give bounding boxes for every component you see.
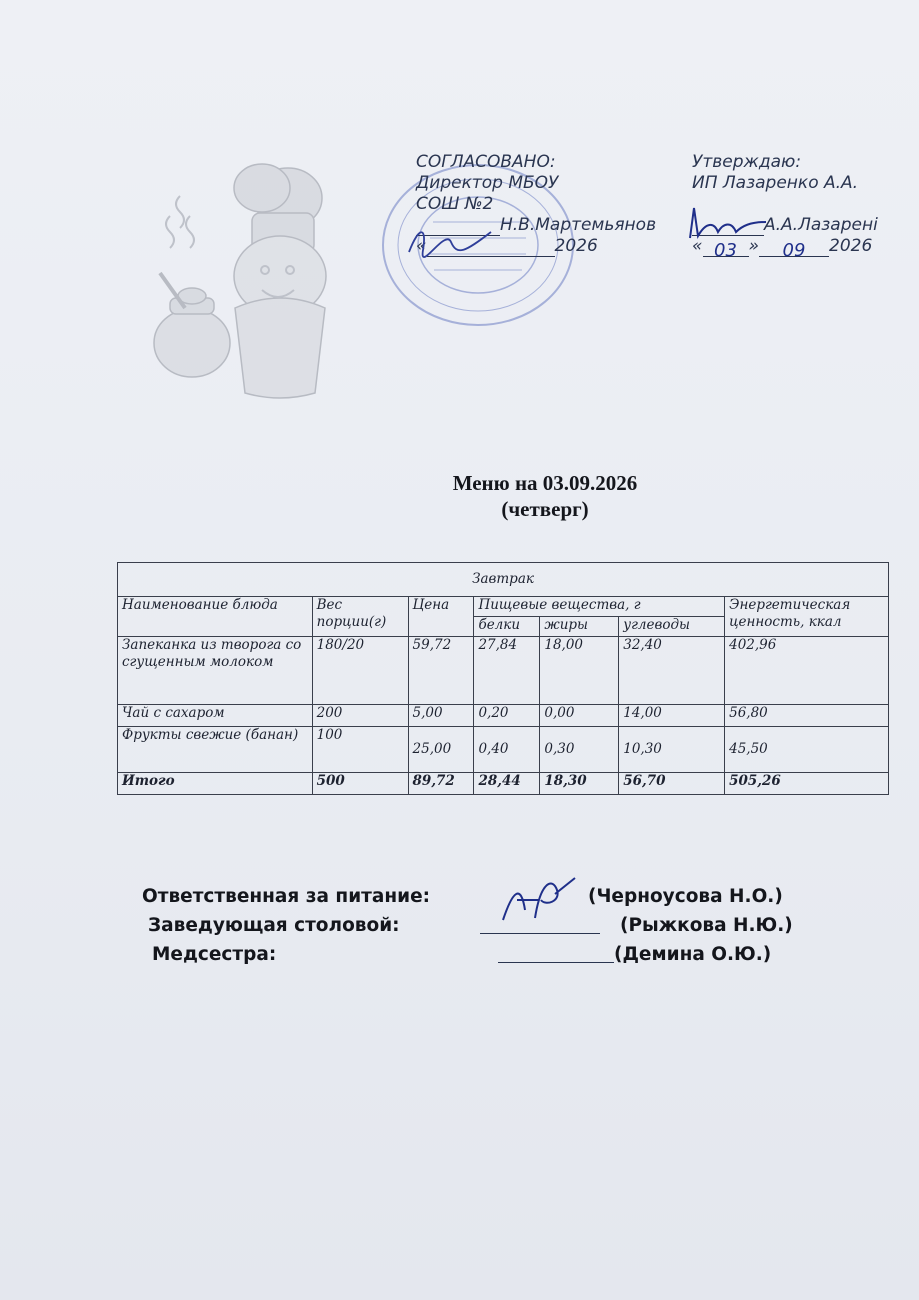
menu-title-weekday: (четверг)	[501, 497, 589, 521]
cell-price: 25,00	[408, 727, 474, 773]
menu-title	[380, 470, 710, 522]
col-header-weight: Вес порции(г)	[312, 597, 408, 637]
table-header-row	[118, 597, 889, 617]
nutrition-label: Ответственная за питание:	[142, 886, 431, 907]
approval-agreed-year: 2026	[554, 236, 598, 256]
approval-agreed-heading: СОГЛАСОВАНО:	[416, 152, 556, 172]
cell-total-price: 89,72	[408, 773, 474, 795]
col-header-name: Наименование блюда	[118, 597, 313, 637]
cell-total-weight: 500	[312, 773, 408, 795]
cell-total-label: Итого	[118, 773, 313, 795]
chef-logo-icon	[140, 158, 340, 403]
approval-agreed-position: Директор МБОУ	[416, 173, 559, 193]
approval-approved-name: А.А.Лазарені	[764, 215, 878, 235]
col-header-protein: белки	[474, 617, 540, 637]
col-header-price: Цена	[408, 597, 474, 637]
col-header-fat: жиры	[540, 617, 619, 637]
approval-agreed-school: СОШ №2	[416, 194, 494, 214]
table-row	[118, 705, 889, 727]
approval-month: 09	[759, 240, 829, 257]
cell-protein: 0,40	[474, 727, 540, 773]
signature-underline	[498, 946, 614, 963]
table-total-row	[118, 773, 889, 795]
director-signature-icon	[405, 222, 495, 258]
cell-weight: 200	[312, 705, 408, 727]
cell-energy: 56,80	[725, 705, 889, 727]
approval-approved-year: 2026	[829, 236, 873, 256]
cell-weight: 180/20	[312, 637, 408, 705]
date-quote-close: »	[748, 236, 759, 256]
approval-approved-heading: Утверждаю:	[692, 152, 802, 172]
cell-total-carbs: 56,70	[619, 773, 725, 795]
approval-day: 03	[703, 240, 749, 257]
cell-energy: 402,96	[725, 637, 889, 705]
table-row	[118, 727, 889, 773]
nutrition-name: (Черноусова Н.О.)	[588, 886, 783, 907]
cell-carbs: 14,00	[619, 705, 725, 727]
cell-weight: 100	[312, 727, 408, 773]
cell-total-energy: 505,26	[725, 773, 889, 795]
signature-row-nurse	[142, 940, 862, 969]
cell-protein: 27,84	[474, 637, 540, 705]
cell-fat: 0,00	[540, 705, 619, 727]
cell-price: 59,72	[408, 637, 474, 705]
approval-approved-entrepreneur: ИП Лазаренко А.А.	[692, 173, 859, 193]
date-quote-open: «	[692, 236, 703, 256]
table-section-row	[118, 563, 889, 597]
cell-fat: 18,00	[540, 637, 619, 705]
cell-energy: 45,50	[725, 727, 889, 773]
cell-price: 5,00	[408, 705, 474, 727]
date-quote-open: «	[416, 236, 427, 256]
nurse-label: Медсестра:	[152, 944, 277, 965]
entrepreneur-signature-icon	[684, 202, 768, 242]
cell-carbs: 10,30	[619, 727, 725, 773]
table-section-title: Завтрак	[118, 563, 889, 597]
approval-agreed-name: Н.В.Мартемьянов	[500, 215, 657, 235]
canteen-label: Заведующая столовой:	[148, 915, 400, 936]
canteen-name: (Рыжкова Н.Ю.)	[620, 915, 793, 936]
cell-fat: 0,30	[540, 727, 619, 773]
cell-dish-name: Запеканка из творога со сгущенным молоком	[118, 637, 313, 705]
cell-total-fat: 18,30	[540, 773, 619, 795]
table-row	[118, 637, 889, 705]
cell-protein: 0,20	[474, 705, 540, 727]
col-header-energy: Энергетическая ценность, ккал	[725, 597, 889, 637]
cell-dish-name: Чай с сахаром	[118, 705, 313, 727]
cell-total-protein: 28,44	[474, 773, 540, 795]
menu-title-date: Меню на 03.09.2026	[452, 471, 638, 495]
col-header-nutrients: Пищевые вещества, г	[474, 597, 725, 617]
canteen-signature-icon	[495, 870, 580, 930]
cell-dish-name: Фрукты свежие (банан)	[118, 727, 313, 773]
col-header-carbs: углеводы	[619, 617, 725, 637]
nurse-name: (Демина О.Ю.)	[614, 944, 772, 965]
menu-table	[117, 562, 889, 795]
cell-carbs: 32,40	[619, 637, 725, 705]
